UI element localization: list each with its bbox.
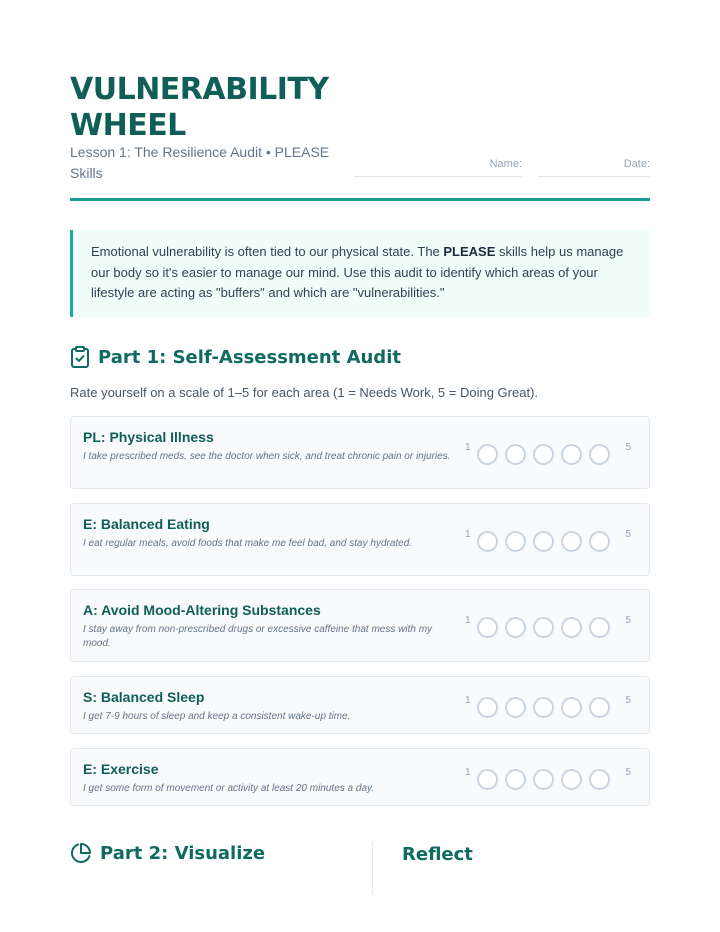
card-title: S: Balanced Sleep bbox=[83, 689, 205, 705]
rating-scale bbox=[465, 764, 631, 790]
rating-option-1[interactable] bbox=[477, 769, 498, 790]
scale-low-label: 1 bbox=[465, 442, 471, 453]
rating-option-5[interactable] bbox=[589, 617, 610, 638]
clipboard-check-icon bbox=[70, 346, 90, 368]
card-title: PL: Physical Illness bbox=[83, 429, 214, 445]
rating-option-3[interactable] bbox=[533, 444, 554, 465]
scale-low-label: 1 bbox=[465, 767, 471, 778]
header-divider bbox=[70, 198, 650, 201]
scale-low-label: 1 bbox=[465, 615, 471, 626]
page-title: VULNERABILITY WHEEL bbox=[70, 72, 329, 143]
intro-text-start: Emotional vulnerability is often tied to our physical state. The bbox=[91, 244, 444, 259]
scale-high-label: 5 bbox=[625, 529, 631, 540]
rating-option-4[interactable] bbox=[561, 531, 582, 552]
date-label: Date: bbox=[623, 158, 650, 170]
rating-option-1[interactable] bbox=[477, 444, 498, 465]
rating-option-2[interactable] bbox=[505, 617, 526, 638]
card-description: I take prescribed meds, see the doctor when sick, and treat chronic pain or injuries. bbox=[83, 451, 451, 462]
card-title: E: Balanced Eating bbox=[83, 516, 210, 532]
rating-option-1[interactable] bbox=[477, 617, 498, 638]
rating-option-5[interactable] bbox=[589, 531, 610, 552]
part1-heading bbox=[70, 346, 401, 368]
header bbox=[70, 72, 650, 200]
card-description: I get some form of movement or activity at least 20 minutes a day. bbox=[83, 783, 375, 794]
card-description: I stay away from non-prescribed drugs or excessive caffeine that mess with my mood. bbox=[83, 624, 433, 649]
scale-high-label: 5 bbox=[625, 767, 631, 778]
pie-chart-icon bbox=[70, 842, 92, 864]
scale-low-label: 1 bbox=[465, 695, 471, 706]
card-description: I get 7-9 hours of sleep and keep a consistent wake-up time. bbox=[83, 711, 351, 722]
rating-scale bbox=[465, 526, 631, 552]
intro-text-bold: PLEASE bbox=[443, 244, 496, 259]
rating-option-1[interactable] bbox=[477, 531, 498, 552]
scale-low-label: 1 bbox=[465, 529, 471, 540]
intro-callout bbox=[70, 230, 650, 317]
date-field[interactable] bbox=[538, 158, 650, 177]
page-subtitle: Lesson 1: The Resilience Audit • PLEASE Skills bbox=[70, 144, 330, 181]
rating-option-2[interactable] bbox=[505, 531, 526, 552]
card-title: E: Exercise bbox=[83, 761, 159, 777]
audit-card-avoid-substances bbox=[70, 589, 650, 662]
rating-option-3[interactable] bbox=[533, 769, 554, 790]
card-description: I eat regular meals, avoid foods that make me feel bad, and stay hydrated. bbox=[83, 538, 413, 549]
rating-option-4[interactable] bbox=[561, 697, 582, 718]
name-field[interactable] bbox=[354, 158, 522, 177]
rating-scale bbox=[465, 692, 631, 718]
rating-option-3[interactable] bbox=[533, 531, 554, 552]
audit-card-physical-illness bbox=[70, 416, 650, 489]
rating-option-5[interactable] bbox=[589, 769, 610, 790]
part1-heading-text: Part 1: Self-Assessment Audit bbox=[98, 346, 401, 368]
scale-high-label: 5 bbox=[625, 442, 631, 453]
column-divider bbox=[372, 842, 373, 894]
part1-instructions: Rate yourself on a scale of 1–5 for each area (1 = Needs Work, 5 = Doing Great). bbox=[70, 385, 539, 400]
rating-option-3[interactable] bbox=[533, 697, 554, 718]
card-title: A: Avoid Mood-Altering Substances bbox=[83, 602, 321, 618]
intro-text-end: skills help us manage our body so it's easier to manage our mind. Use this audit to identify which areas of your lifestyle are acting as "buffers" and which are "vulnerabilities." bbox=[91, 244, 624, 300]
name-label: Name: bbox=[489, 158, 522, 170]
rating-option-4[interactable] bbox=[561, 617, 582, 638]
rating-option-5[interactable] bbox=[589, 697, 610, 718]
rating-scale bbox=[465, 612, 631, 638]
audit-card-exercise bbox=[70, 748, 650, 806]
part2-heading bbox=[70, 842, 265, 864]
scale-high-label: 5 bbox=[625, 615, 631, 626]
audit-card-balanced-eating bbox=[70, 503, 650, 576]
rating-option-5[interactable] bbox=[589, 444, 610, 465]
reflect-heading: Reflect bbox=[402, 844, 473, 865]
rating-scale bbox=[465, 439, 631, 465]
rating-option-4[interactable] bbox=[561, 444, 582, 465]
rating-option-1[interactable] bbox=[477, 697, 498, 718]
part2-heading-text: Part 2: Visualize bbox=[100, 842, 266, 864]
rating-option-2[interactable] bbox=[505, 444, 526, 465]
audit-card-balanced-sleep bbox=[70, 676, 650, 734]
rating-option-2[interactable] bbox=[505, 697, 526, 718]
scale-high-label: 5 bbox=[625, 695, 631, 706]
rating-option-3[interactable] bbox=[533, 617, 554, 638]
rating-option-2[interactable] bbox=[505, 769, 526, 790]
rating-option-4[interactable] bbox=[561, 769, 582, 790]
